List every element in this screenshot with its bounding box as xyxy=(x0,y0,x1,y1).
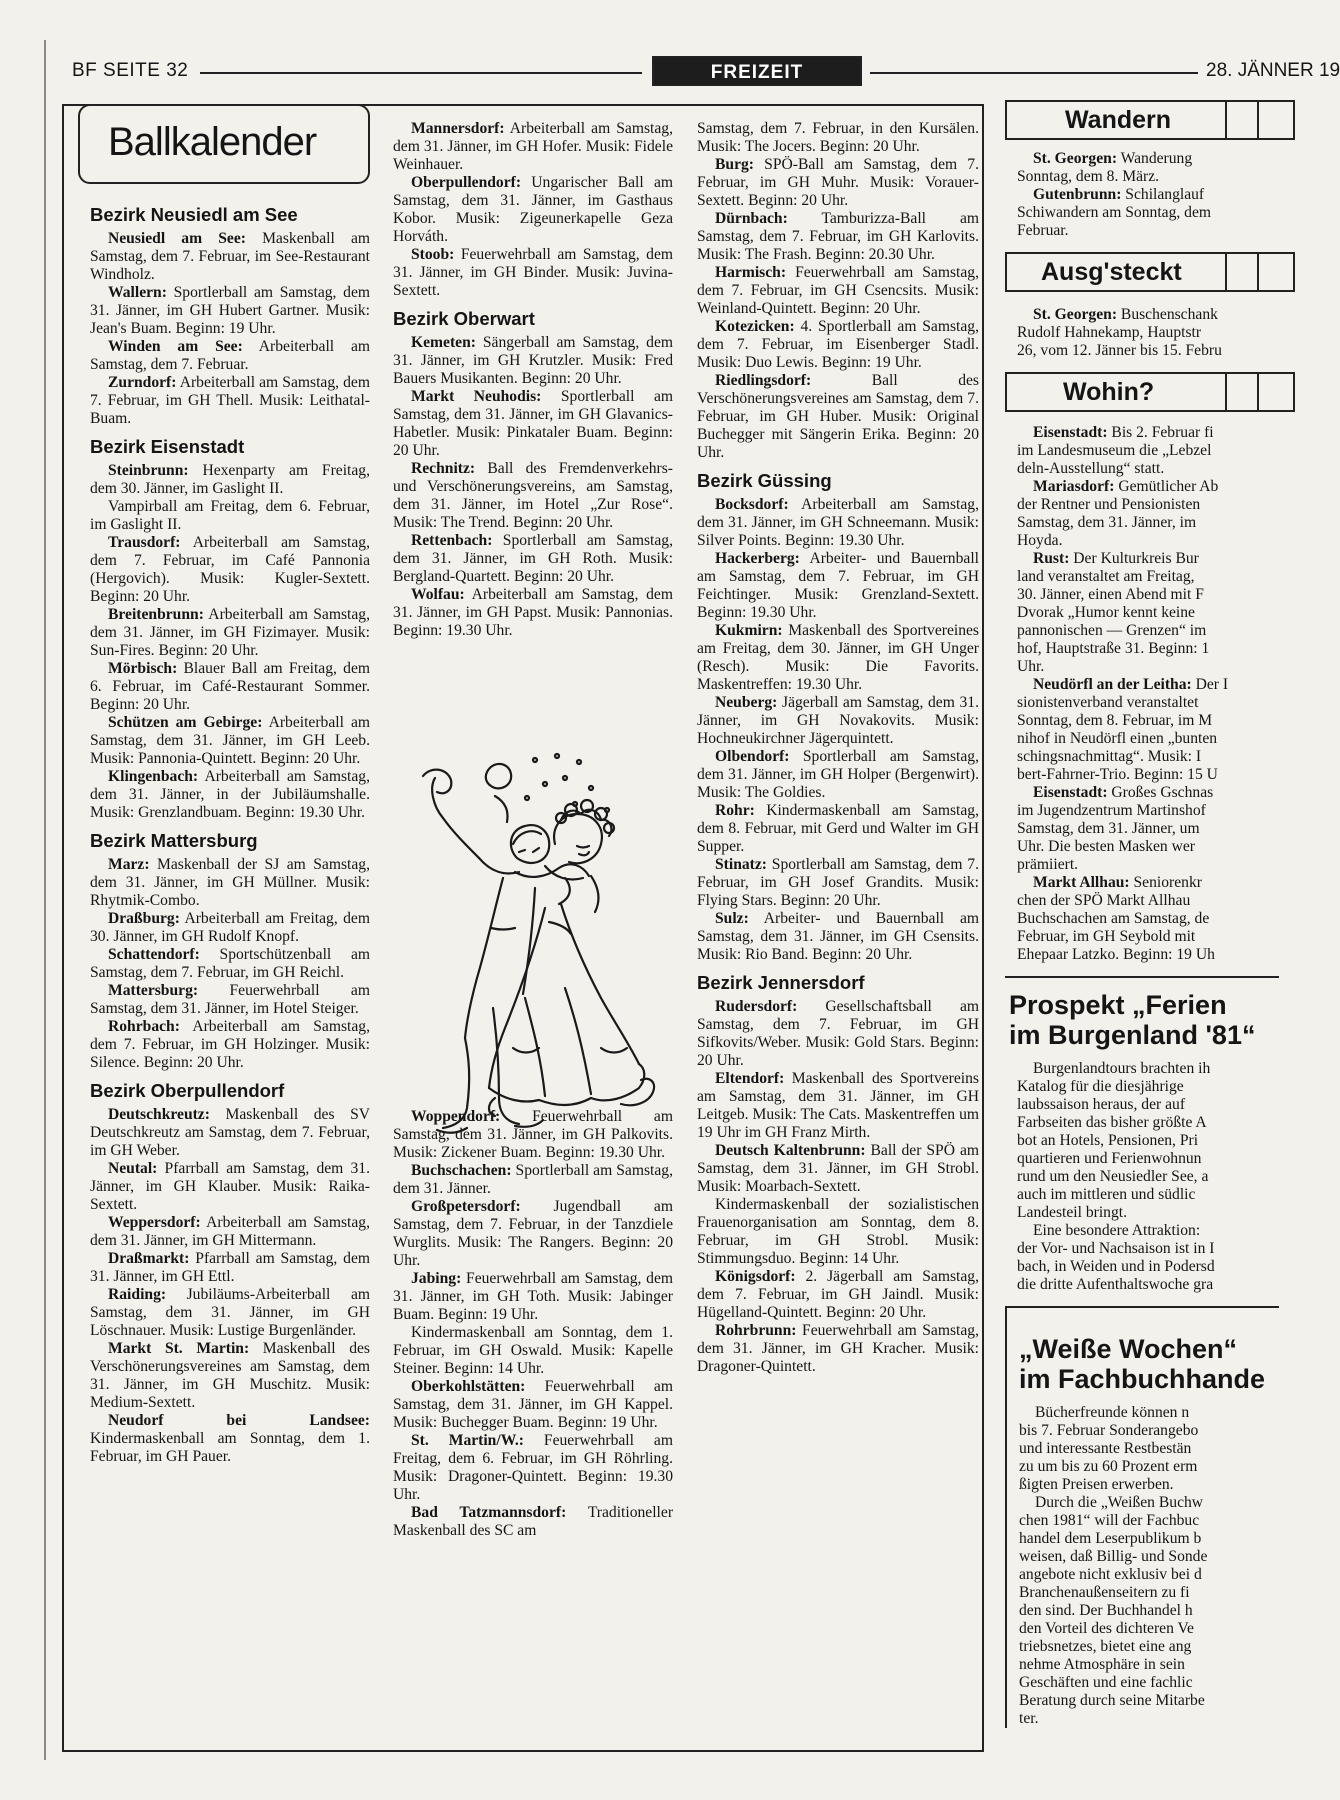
event-entry: Kemeten: Sängerball am Samstag, dem 31. Jänner, im GH Krutzler. Musik: Fred Bauers Musikanten. Beginn: 20 Uhr. xyxy=(393,334,673,387)
event-entry: Jabing: Feuerwehrball am Samstag, dem 31. Jänner, im GH Toth. Musik: Jabinger Buam. Beginn: 19 Uhr. xyxy=(393,1270,673,1323)
text-line: und interessante Restbestän xyxy=(1019,1440,1192,1457)
event-entry: Rudersdorf: Gesellschaftsball am Samstag, dem 7. Februar, im GH Sifkovits/Weber. Musik: Gold Stars. Beginn: 20 Uhr. xyxy=(697,998,979,1069)
event-entry: Breitenbrunn: Arbeiterball am Samstag, dem 31. Jänner, im GH Fizimayer. Musik: Sun-Fires. Beginn: 20 Uhr. xyxy=(90,606,370,659)
text-line: quartieren und Ferienwohnun xyxy=(1017,1150,1202,1167)
text-line: Uhr. xyxy=(1017,658,1045,675)
event-entry: Draßburg: Arbeiterball am Freitag, dem 30. Jänner, im GH Rudolf Knopf. xyxy=(90,910,370,945)
text-line: chen 1981“ will der Fachbuc xyxy=(1019,1512,1200,1529)
text-line: rund um den Neusiedler See, a xyxy=(1017,1168,1209,1185)
dancing-couple-illustration xyxy=(395,748,675,1148)
text-line: Ehepaar Latzko. Beginn: 19 Uh xyxy=(1017,946,1215,963)
event-entry: Steinbrunn: Hexenparty am Freitag, dem 30. Jänner, im Gaslight II. xyxy=(90,462,370,497)
event-entry: Sulz: Arbeiter- und Bauernball am Samstag, dem 31. Jänner, im GH Csensits. Musik: Rio Band. Beginn: 20 Uhr. xyxy=(697,910,979,963)
prospekt-text xyxy=(1017,1060,1317,1294)
page-edge-mark xyxy=(44,40,46,1760)
event-entry: Kindermaskenball der sozialistischen Frauenorganisation am Sonntag, dem 8. Februar, im GH Strobl. Musik: Stimmungsduo. Beginn: 14 Uhr. xyxy=(697,1196,979,1267)
district-heading: Bezirk Eisenstadt xyxy=(90,436,245,457)
text-line: der Vor- und Nachsaison ist in I xyxy=(1017,1240,1215,1257)
text-line: nihof in Neudörfl einen „bunten xyxy=(1017,730,1218,747)
issue-date: 28. JÄNNER 19 xyxy=(1206,60,1340,81)
event-entry: Samstag, dem 7. Februar, in den Kursälen. Musik: The Jocers. Beginn: 20 Uhr. xyxy=(697,120,979,155)
text-line: Februar, im GH Seybold mit xyxy=(1017,928,1196,945)
event-entry: Kotezicken: 4. Sportlerball am Samstag, dem 7. Februar, im Eisenberger Stadl. Musik: Duo Lewis. Beginn: 19 Uhr. xyxy=(697,318,979,371)
right-sidebar xyxy=(1005,100,1279,1800)
wohin-text xyxy=(1017,424,1317,964)
event-entry: Bocksdorf: Arbeiterball am Samstag, dem 31. Jänner, im GH Schneemann. Musik: Silver Points. Beginn: 19.30 Uhr. xyxy=(697,496,979,549)
event-entry: Stoob: Feuerwehrball am Samstag, dem 31. Jänner, im GH Binder. Musik: Juvina-Sextett. xyxy=(393,246,673,299)
event-entry: Vampirball am Freitag, dem 6. Februar, im Gaslight II. xyxy=(90,498,370,533)
page-label: BF SEITE 32 xyxy=(72,60,189,81)
text-line: Eisenstadt: Bis 2. Februar fi xyxy=(1033,424,1214,441)
event-entry: Wolfau: Arbeiterball am Samstag, dem 31. Jänner, im GH Papst. Musik: Pannonias. Beginn: 19.30 Uhr. xyxy=(393,586,673,639)
text-line: den sind. Der Buchhandel h xyxy=(1019,1602,1193,1619)
district-heading: Bezirk Jennersdorf xyxy=(697,972,865,993)
text-line: pannonischen — Grenzen“ im xyxy=(1017,622,1207,639)
column-1 xyxy=(90,206,370,1466)
event-entry: Olbendorf: Sportlerball am Samstag, dem 31. Jänner, im GH Holper (Bergenwirt). Musik: The Goldies. xyxy=(697,748,979,801)
text-line: Farbseiten das bisher größte A xyxy=(1017,1114,1207,1131)
district-heading: Bezirk Oberwart xyxy=(393,308,535,329)
event-entry: Riedlingsdorf: Ball des Verschönerungsvereines am Samstag, dem 7. Februar, im GH Huber. Musik: Original Buchegger mit Sängerin Erika. Beginn: 20 Uhr. xyxy=(697,372,979,461)
event-entry: Zurndorf: Arbeiterball am Samstag, dem 7. Februar, im GH Thell. Musik: Leithatal-Buam. xyxy=(90,374,370,427)
wandern-text: St. Georgen: Wanderung Sonntag, dem 8. März. Gutenbrunn: Schilanglauf Schiwandern am Sonntag, dem Februar. xyxy=(1017,150,1212,239)
event-entry: Markt Neuhodis: Sportlerball am Samstag, dem 31. Jänner, im GH Glavanics-Habetler. Musik: Pinkataler Buam. Beginn: 20 Uhr. xyxy=(393,388,673,459)
text-line: Samstag, dem 31. Jänner, um xyxy=(1017,820,1200,837)
event-entry: Mannersdorf: Arbeiterball am Samstag, dem 31. Jänner, im GH Hofer. Musik: Fidele Weinhauer. xyxy=(393,120,673,173)
event-entry: Markt St. Martin: Maskenball des Verschönerungsvereines am Samstag, dem 31. Jänner, im GH Muschitz. Musik: Medium-Sextett. xyxy=(90,1340,370,1411)
event-entry: Deutsch Kaltenbrunn: Ball der SPÖ am Samstag, dem 31. Jänner, im GH Strobl. Musik: Moarbach-Sextett. xyxy=(697,1142,979,1195)
event-entry: Bad Tatzmannsdorf: Traditioneller Maskenball des SC am xyxy=(393,1504,674,1539)
ballkalender-title-box xyxy=(78,104,370,184)
event-entry: Kukmirn: Maskenball des Sportvereines am Freitag, dem 30. Jänner, im GH Unger (Resch). Musik: Die Favorits. Maskentreffen: 19.30 Uhr. xyxy=(697,622,979,693)
text-line: der Rentner und Pensionisten xyxy=(1017,496,1201,513)
weisse-wochen-headline: „Weiße Wochen“ im Fachbuchhande xyxy=(1019,1334,1266,1394)
text-line: Uhr. Die besten Masken wer xyxy=(1017,838,1195,855)
column-3 xyxy=(697,120,979,1376)
event-entry: Neuberg: Jägerball am Samstag, dem 31. Jänner, im GH Novakovits. Musik: Hochneukirchner Jägerquintett. xyxy=(697,694,979,747)
district-heading: Bezirk Güssing xyxy=(697,470,832,491)
ausgsteckt-heading-box xyxy=(1005,252,1295,292)
event-entry: Deutschkreutz: Maskenball des SV Deutschkreutz am Samstag, dem 7. Februar, im GH Weber. xyxy=(90,1106,370,1159)
event-entry: Kindermaskenball am Sonntag, dem 1. Februar, im GH Oswald. Musik: Kapelle Steiner. Beginn: 14 Uhr. xyxy=(393,1324,673,1377)
event-entry: Rohrbach: Arbeiterball am Samstag, dem 7. Februar, im GH Holzinger. Musik: Silence. Beginn: 20 Uhr. xyxy=(90,1018,370,1071)
text-line: Rust: Der Kulturkreis Bur xyxy=(1033,550,1199,567)
event-entry: Hackerberg: Arbeiter- und Bauernball am Samstag, dem 7. Februar, im GH Feichtinger. Musik: Grenzland-Sextett. Beginn: 19.30 Uhr. xyxy=(697,550,979,621)
event-entry: Rohrbrunn: Feuerwehrball am Samstag, dem 31. Jänner, im GH Kracher. Musik: Dragoner-Quintett. xyxy=(697,1322,979,1375)
text-line: den Vorteil des dichteren Ve xyxy=(1019,1620,1194,1637)
text-line: bach, in Weiden und in Podersd xyxy=(1017,1258,1215,1275)
text-line: schingsnachmittag“. Musik: I xyxy=(1017,748,1202,765)
heading-box-cell xyxy=(1257,254,1285,290)
event-entry: Großpetersdorf: Jugendball am Samstag, dem 7. Februar, in der Tanzdiele Wurglits. Musik: The Rangers. Beginn: 20 Uhr. xyxy=(393,1198,673,1269)
header-rule-left xyxy=(200,72,642,74)
text-line: land veranstaltet am Freitag, xyxy=(1017,568,1195,585)
district-heading: Bezirk Neusiedl am See xyxy=(90,204,298,225)
event-entry: Stinatz: Sportlerball am Samstag, dem 7. Februar, im GH Josef Grandits. Musik: Flying Stars. Beginn: 20 Uhr. xyxy=(697,856,979,909)
event-entry: Raiding: Jubiläums-Arbeiterball am Samstag, dem 31. Jänner, im GH Löschnauer. Musik: Lustige Burgenländer. xyxy=(90,1286,370,1339)
event-entry: Rechnitz: Ball des Fremdenverkehrs- und Verschönerungsvereins, am Samstag, dem 31. Jänner, im Hotel „Zur Rose“. Musik: The Trend. Beginn: 20 Uhr. xyxy=(393,460,673,531)
weisse-wochen-box xyxy=(1005,1306,1279,1728)
event-entry: St. Martin/W.: Feuerwehrball am Freitag, dem 6. Februar, im GH Röhrling. Musik: Dragoner-Quintett. Beginn: 19.30 Uhr. xyxy=(393,1432,673,1503)
text-line: Branchenaußenseitern zu fi xyxy=(1019,1584,1190,1601)
page-header xyxy=(70,56,1340,90)
text-line: angebote nicht exklusiv bei d xyxy=(1019,1566,1202,1583)
text-line: handel dem Leserpublikum b xyxy=(1019,1530,1202,1547)
text-line: bot an Hotels, Pensionen, Pri xyxy=(1017,1132,1199,1149)
event-entry: Winden am See: Arbeiterball am Samstag, dem 7. Februar. xyxy=(90,338,371,373)
event-entry: Harmisch: Feuerwehrball am Samstag, dem 7. Februar, im GH Csencsits. Musik: Weinland-Quintett. Beginn: 20 Uhr. xyxy=(697,264,979,317)
text-line: Landesteil bringt. xyxy=(1017,1204,1127,1221)
text-line: Samstag, dem 31. Jänner, im xyxy=(1017,514,1197,531)
text-line: ter. xyxy=(1019,1710,1039,1727)
event-entry: Schattendorf: Sportschützenball am Samstag, dem 7. Februar, im GH Reichl. xyxy=(90,946,370,981)
text-line: bis 7. Februar Sonderangebo xyxy=(1019,1422,1199,1439)
text-line: Buchschachen am Samstag, de xyxy=(1017,910,1210,927)
text-line: weisen, daß Billig- und Sonde xyxy=(1019,1548,1208,1565)
text-line: hof, Hauptstraße 31. Beginn: 1 xyxy=(1017,640,1210,657)
text-line: die dritte Aufenthaltswoche gra xyxy=(1017,1276,1214,1293)
event-entry: Königsdorf: 2. Jägerball am Samstag, dem 7. Februar, im GH Jaindl. Musik: Hügelland-Quintett. Beginn: 20 Uhr. xyxy=(697,1268,979,1321)
heading-box-cell xyxy=(1257,374,1285,410)
text-line: Burgenlandtours brachten ih xyxy=(1033,1060,1211,1077)
event-entry: Oberpullendorf: Ungarischer Ball am Samstag, dem 31. Jänner, im Gasthaus Kobor. Musik: Zigeunerkapelle Geza Horváth. xyxy=(393,174,673,245)
event-entry: Marz: Maskenball der SJ am Samstag, dem 31. Jänner, im GH Müllner. Musik: Rhytmik-Combo. xyxy=(90,856,370,909)
event-entry: Trausdorf: Arbeiterball am Samstag, dem 7. Februar, im Café Pannonia (Hergovich). Musik: Kugler-Sextett. Beginn: 20 Uhr. xyxy=(90,534,370,605)
heading-box-cell xyxy=(1257,102,1285,138)
text-line: ßigten Preisen erwerben. xyxy=(1019,1476,1174,1493)
text-line: Beratung durch seine Mitarbe xyxy=(1019,1692,1205,1709)
wandern-heading-box xyxy=(1005,100,1295,140)
text-line: Eine besondere Attraktion: xyxy=(1033,1222,1201,1239)
text-line: Markt Allhau: Seniorenkr xyxy=(1033,874,1202,891)
text-line: Hoyda. xyxy=(1017,532,1063,549)
event-entry: Draßmarkt: Pfarrball am Samstag, dem 31. Jänner, im GH Ettl. xyxy=(90,1250,370,1285)
event-entry: Eltendorf: Maskenball des Sportvereins am Samstag, dem 31. Jänner, im GH Leitgeb. Musik: The Cats. Maskentreffen um 19 Uhr im GH Franz Mirth. xyxy=(697,1070,979,1141)
event-entry: Dürnbach: Tamburizza-Ball am Samstag, dem 7. Februar, im GH Karlovits. Musik: The Frash. Beginn: 20.30 Uhr. xyxy=(697,210,979,263)
text-line: im Jugendzentrum Martinshof xyxy=(1017,802,1206,819)
text-line: laubssaison heraus, der auf xyxy=(1017,1096,1186,1113)
district-heading: Bezirk Mattersburg xyxy=(90,830,258,851)
event-entry: Rettenbach: Sportlerball am Samstag, dem 31. Jänner, im GH Roth. Musik: Bergland-Quartett. Beginn: 20 Uhr. xyxy=(393,532,673,585)
text-line: Geschäften und eine fachlic xyxy=(1019,1674,1193,1691)
section-rule xyxy=(1005,976,1279,978)
event-entry: Woppendorf: Feuerwehrball am Samstag, dem 31. Jänner, im GH Palkovits. Musik: Zickener Buam. Beginn: 19.30 Uhr. xyxy=(393,1108,673,1161)
event-entry: Wallern: Sportlerball am Samstag, dem 31. Jänner, im GH Hubert Gartner. Musik: Jean's Buam. Beginn: 19 Uhr. xyxy=(90,284,370,337)
event-entry: Burg: SPÖ-Ball am Samstag, dem 7. Februar, im GH Muhr. Musik: Vorauer-Sextett. Beginn: 20 Uhr. xyxy=(697,156,979,209)
text-line: prämiiert. xyxy=(1017,856,1079,873)
text-line: zu um bis zu 60 Prozent erm xyxy=(1019,1458,1198,1475)
text-line: deln-Ausstellung“ statt. xyxy=(1017,460,1165,477)
text-line: im Landesmuseum die „Lebzel xyxy=(1017,442,1212,459)
rubric-label: FREIZEIT xyxy=(652,56,862,86)
text-line: Dvorak „Humor kennt keine xyxy=(1017,604,1195,621)
text-line: Neudörfl an der Leitha: Der I xyxy=(1033,676,1229,693)
text-line: Mariasdorf: Gemütlicher Ab xyxy=(1033,478,1219,495)
event-entry: Klingenbach: Arbeiterball am Samstag, dem 31. Jänner, in der Jubiläumshalle. Musik: Grenzlandbuam. Beginn: 19.30 Uhr. xyxy=(90,768,370,821)
text-line: Sonntag, dem 8. Februar, im M xyxy=(1017,712,1213,729)
event-entry: Neusiedl am See: Maskenball am Samstag, dem 7. Februar, im See-Restaurant Windholz. xyxy=(90,230,370,283)
event-entry: Mörbisch: Blauer Ball am Freitag, dem 6. Februar, im Café-Restaurant Sommer. Beginn: 20 Uhr. xyxy=(90,660,370,713)
weisse-wochen-text xyxy=(1019,1404,1319,1728)
heading-box-cell xyxy=(1225,374,1253,410)
heading-box-cell xyxy=(1225,254,1253,290)
event-entry: Schützen am Gebirge: Arbeiterball am Samstag, dem 31. Jänner, im GH Leeb. Musik: Pannonia-Quintett. Beginn: 20 Uhr. xyxy=(90,714,371,767)
text-line: triebsnetzes, bietet eine ang xyxy=(1019,1638,1192,1655)
district-heading: Bezirk Oberpullendorf xyxy=(90,1080,285,1101)
event-entry: Neudorf bei Landsee: Kindermaskenball am Sonntag, dem 1. Februar, im GH Pauer. xyxy=(90,1412,370,1465)
event-entry: Rohr: Kindermaskenball am Samstag, dem 8. Februar, mit Gerd und Walter im GH Supper. xyxy=(697,802,979,855)
event-entry: Buchschachen: Sportlerball am Samstag, dem 31. Jänner. xyxy=(393,1162,673,1197)
wohin-heading-box xyxy=(1005,372,1295,412)
text-line: Durch die „Weißen Buchw xyxy=(1035,1494,1204,1511)
text-line: Bücherfreunde können n xyxy=(1035,1404,1190,1421)
text-line: sionistenverband veranstaltet xyxy=(1017,694,1199,711)
text-line: Katalog für die diesjährige xyxy=(1017,1078,1184,1095)
ausgsteckt-heading: Ausg'steckt xyxy=(1041,258,1182,286)
text-line: 30. Jänner, einen Abend mit F xyxy=(1017,586,1204,603)
text-line: Eisenstadt: Großes Gschnas xyxy=(1033,784,1214,801)
text-line: chen der SPÖ Markt Allhau xyxy=(1017,892,1191,909)
wandern-heading: Wandern xyxy=(1065,106,1172,134)
text-line: nehme Atmosphäre in sein xyxy=(1019,1656,1185,1673)
event-entry: Oberkohlstätten: Feuerwehrball am Samstag, dem 31. Jänner, im GH Kappel. Musik: Buchegger Buam. Beginn: 19 Uhr. xyxy=(393,1378,673,1431)
text-line: bert-Fahrner-Trio. Beginn: 15 U xyxy=(1017,766,1218,783)
event-entry: Weppersdorf: Arbeiterball am Samstag, dem 31. Jänner, im GH Mittermann. xyxy=(90,1214,370,1249)
ausgsteckt-text: St. Georgen: Buschenschank Rudolf Hahnekamp, Hauptstr 26, vom 12. Jänner bis 15. Febru xyxy=(1017,306,1222,359)
header-rule-right xyxy=(870,72,1198,74)
heading-box-cell xyxy=(1225,102,1253,138)
wohin-heading: Wohin? xyxy=(1063,378,1155,406)
event-entry: Neutal: Pfarrball am Samstag, dem 31. Jänner, im GH Klauber. Musik: Raika-Sextett. xyxy=(90,1160,370,1213)
event-entry: Mattersburg: Feuerwehrball am Samstag, dem 31. Jänner, im Hotel Steiger. xyxy=(90,982,370,1017)
ballkalender-title: Ballkalender xyxy=(108,120,317,164)
text-line: auch im mittleren und südlic xyxy=(1017,1186,1196,1203)
prospekt-headline: Prospekt „Ferien im Burgenland '81“ xyxy=(1009,990,1256,1050)
